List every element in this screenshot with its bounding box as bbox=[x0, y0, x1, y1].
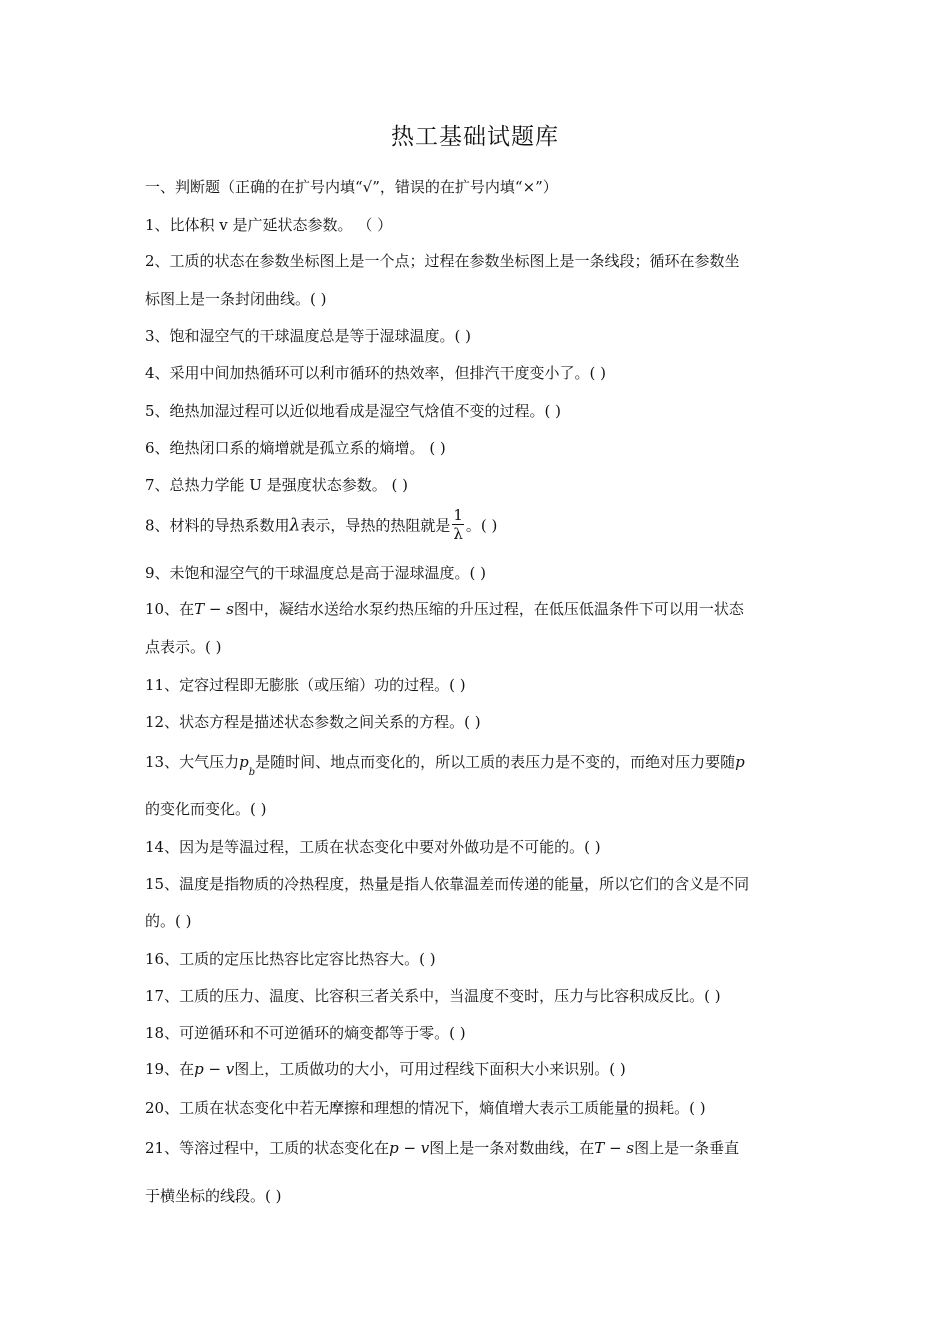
question-21-suffix: 图上是一条垂直 bbox=[634, 1139, 740, 1157]
question-20: 20、工质在状态变化中若无摩擦和理想的情况下，熵值增大表示工质能量的损耗。( ) bbox=[145, 1099, 706, 1117]
question-8-middle: 表示，导热的热阻就是 bbox=[300, 516, 451, 535]
question-2-line-1: 2、工质的状态在参数坐标图上是一个点；过程在参数坐标图上是一条线段；循环在参数坐 bbox=[145, 252, 740, 270]
question-15-line-2: 的。( ) bbox=[145, 912, 192, 930]
fraction-denominator: λ bbox=[453, 525, 463, 543]
question-2-line-2: 标图上是一条封闭曲线。( ) bbox=[145, 290, 327, 308]
question-8 bbox=[145, 508, 497, 545]
p-v-symbol-2: p − v bbox=[389, 1139, 430, 1157]
question-12: 12、状态方程是描述状态参数之间关系的方程。( ) bbox=[145, 713, 481, 731]
pressure-symbol: p bbox=[239, 753, 249, 771]
question-10-suffix: 图中，凝结水送给水泵约热压缩的升压过程，在低压低温条件下可以用一状态 bbox=[233, 600, 744, 618]
question-16: 16、工质的定压比热容比定容比热容大。( ) bbox=[145, 950, 436, 968]
subscript-b: b bbox=[248, 767, 256, 778]
question-5: 5、绝热加湿过程可以近似地看成是湿空气焓值不变的过程。( ) bbox=[145, 402, 562, 420]
question-21-prefix: 21、等溶过程中，工质的状态变化在 bbox=[145, 1139, 390, 1157]
question-13-line-2: 的变化而变化。( ) bbox=[145, 800, 267, 818]
question-13-prefix: 13、大气压力 bbox=[145, 753, 240, 771]
question-4: 4、采用中间加热循环可以利市循环的热效率，但排汽干度变小了。( ) bbox=[145, 364, 607, 382]
question-19-prefix: 19、在 bbox=[145, 1060, 195, 1078]
question-19-suffix: 图上，工质做功的大小，可用过程线下面积大小来识别。( ) bbox=[234, 1060, 626, 1078]
t-s-symbol: T − s bbox=[194, 600, 234, 618]
pressure-symbol-2: p bbox=[735, 753, 745, 771]
question-6: 6、绝热闭口系的熵增就是孤立系的熵增。 ( ) bbox=[145, 439, 446, 457]
question-21-middle: 图上是一条对数曲线，在 bbox=[429, 1139, 595, 1157]
question-21-line-1 bbox=[145, 1137, 739, 1158]
question-1: 1、比体积 v 是广延状态参数。 （ ） bbox=[145, 216, 393, 234]
question-17: 17、工质的压力、温度、比容积三者关系中，当温度不变时，压力与比容积成反比。( ) bbox=[145, 987, 721, 1005]
question-18: 18、可逆循环和不可逆循环的熵变都等于零。( ) bbox=[145, 1024, 466, 1042]
t-s-symbol-2: T − s bbox=[594, 1139, 635, 1157]
fraction-numerator: 1 bbox=[453, 506, 463, 524]
question-10-prefix: 10、在 bbox=[145, 600, 195, 618]
question-8-suffix: 。( ) bbox=[465, 516, 498, 535]
lambda-symbol: λ bbox=[289, 515, 301, 536]
question-11: 11、定容过程即无膨胀（或压缩）功的过程。( ) bbox=[145, 676, 466, 694]
question-3: 3、饱和湿空气的干球温度总是等于湿球温度。( ) bbox=[145, 327, 472, 345]
question-21-line-2: 于横坐标的线段。( ) bbox=[145, 1187, 282, 1205]
section-heading: 一、判断题（正确的在扩号内填“√”，错误的在扩号内填“×”） bbox=[145, 178, 558, 196]
question-14: 14、因为是等温过程，工质在状态变化中要对外做功是不可能的。( ) bbox=[145, 838, 601, 856]
page-title: 热工基础试题库 bbox=[391, 124, 559, 150]
fraction-one-over-lambda bbox=[452, 506, 464, 543]
question-13-middle: 是随时间、地点而变化的，所以工质的表压力是不变的，而绝对压力要随 bbox=[255, 753, 736, 771]
question-19 bbox=[145, 1058, 626, 1079]
p-v-symbol: p − v bbox=[194, 1060, 235, 1078]
question-10-line-2: 点表示。( ) bbox=[145, 638, 222, 656]
question-7: 7、总热力学能 U 是强度状态参数。 ( ) bbox=[145, 476, 408, 494]
question-13-line-1 bbox=[145, 751, 745, 778]
question-10-line-1 bbox=[145, 598, 744, 619]
question-15-line-1: 15、温度是指物质的冷热程度，热量是指人依靠温差而传递的能量，所以它们的含义是不同 bbox=[145, 875, 750, 893]
question-9: 9、未饱和湿空气的干球温度总是高于湿球温度。( ) bbox=[145, 564, 487, 582]
question-8-prefix: 8、材料的导热系数用 bbox=[145, 516, 290, 535]
